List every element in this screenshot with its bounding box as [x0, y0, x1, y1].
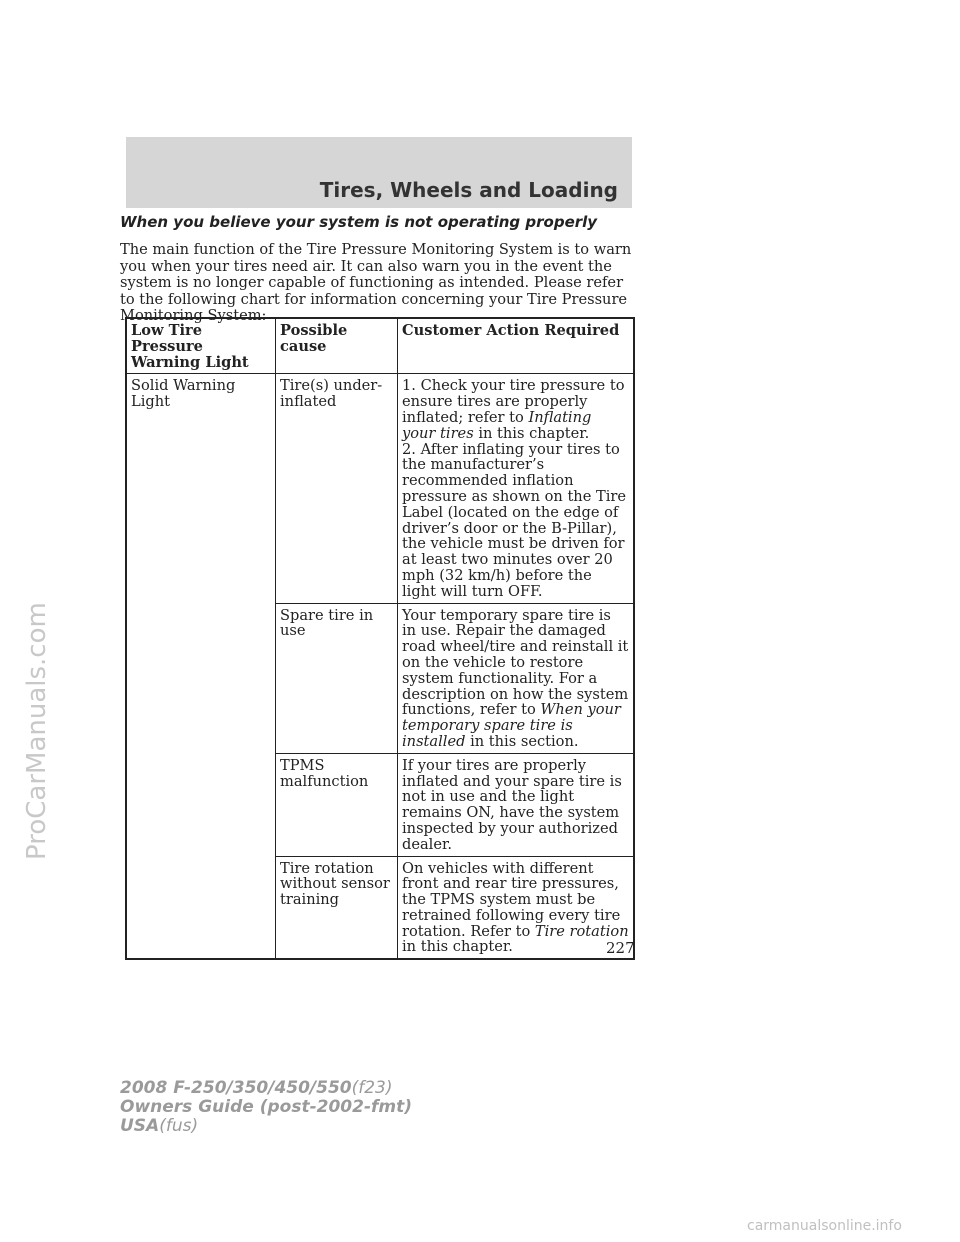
table-body [127, 374, 633, 958]
action-text: in this chapter. [402, 938, 513, 956]
footer-model: 2008 F-250/350/450/550 [120, 1078, 352, 1098]
header-cause: Possible cause [276, 319, 398, 373]
footer-market-code: (fus) [159, 1116, 199, 1136]
table-row [276, 753, 633, 856]
cause-cell: Tire(s) under-inflated [276, 374, 398, 602]
cause-cell: Spare tire in use [276, 604, 398, 753]
action-cell [398, 604, 633, 753]
header-band [126, 137, 632, 208]
footer-line [120, 1098, 412, 1117]
cause-cell: TPMS malfunction [276, 754, 398, 856]
action-text: 1. Check your tire pressure to ensure tires are properly inflated; refer to [402, 377, 625, 426]
action-text: If your tires are properly inflated and your spare tire is not in use and the light remains ON, have the system inspected by your authorized dealer. [402, 756, 622, 853]
table-row [276, 856, 633, 959]
light-cell: Solid Warning Light [127, 374, 276, 958]
table-row [276, 374, 633, 602]
footer-line [120, 1117, 412, 1136]
bottom-watermark: carmanualsonline.info [747, 1218, 902, 1234]
cause-cell: Tire rotation without sensor training [276, 857, 398, 959]
footer [120, 1079, 412, 1136]
header-action: Customer Action Required [402, 322, 620, 339]
footer-market: USA [120, 1116, 160, 1136]
action-cell [398, 754, 633, 856]
action-reference: Inflating your tires [402, 408, 592, 442]
footer-guide: Owners Guide (post-2002-fmt) [120, 1097, 413, 1117]
footer-code: (f23) [351, 1078, 393, 1098]
table-rows [276, 374, 633, 958]
action-text: Your temporary spare tire is in use. Repair the damaged road wheel/tire and reinstall it on the vehicle to restore system functionality. For a description on how the system functions, refer to [402, 606, 629, 719]
action-text: 2. After inflating your tires to the manufacturer’s recommended inflation pressure as shown on the Tire Label (located on the edge of driver’s door or the B-Pillar), the vehicle must be driven for at least two minutes over 20 mph (32 km/h) before the light will turn OFF. [402, 440, 626, 600]
table-row [276, 603, 633, 753]
action-cell [398, 857, 633, 959]
table-header-row [127, 319, 633, 374]
action-text: in this chapter. [473, 424, 590, 442]
tpms-table [125, 317, 635, 960]
header-light: Low Tire Pressure Warning Light [127, 319, 276, 373]
page-number: 227 [606, 939, 635, 957]
footer-line [120, 1079, 412, 1098]
intro-paragraph: The main function of the Tire Pressure Monitoring System is to warn you when your tires need air. It can also warn you in the event the system is no longer capable of functioning as intended. Please refer to the following chart for information concerning your Tire Pressure Monitoring System: [120, 241, 632, 324]
action-text: in this section. [465, 732, 579, 750]
chapter-title: Tires, Wheels and Loading [319, 178, 618, 202]
action-reference: When your temporary spare tire is installed [402, 701, 621, 750]
action-text: On vehicles with different front and rear tire pressures, the TPMS system must be retrained following every tire rotation. Refer to [402, 859, 621, 940]
section-heading: When you believe your system is not operating properly [120, 213, 598, 231]
action-cell [398, 374, 633, 602]
action-reference: Tire rotation [534, 922, 629, 940]
